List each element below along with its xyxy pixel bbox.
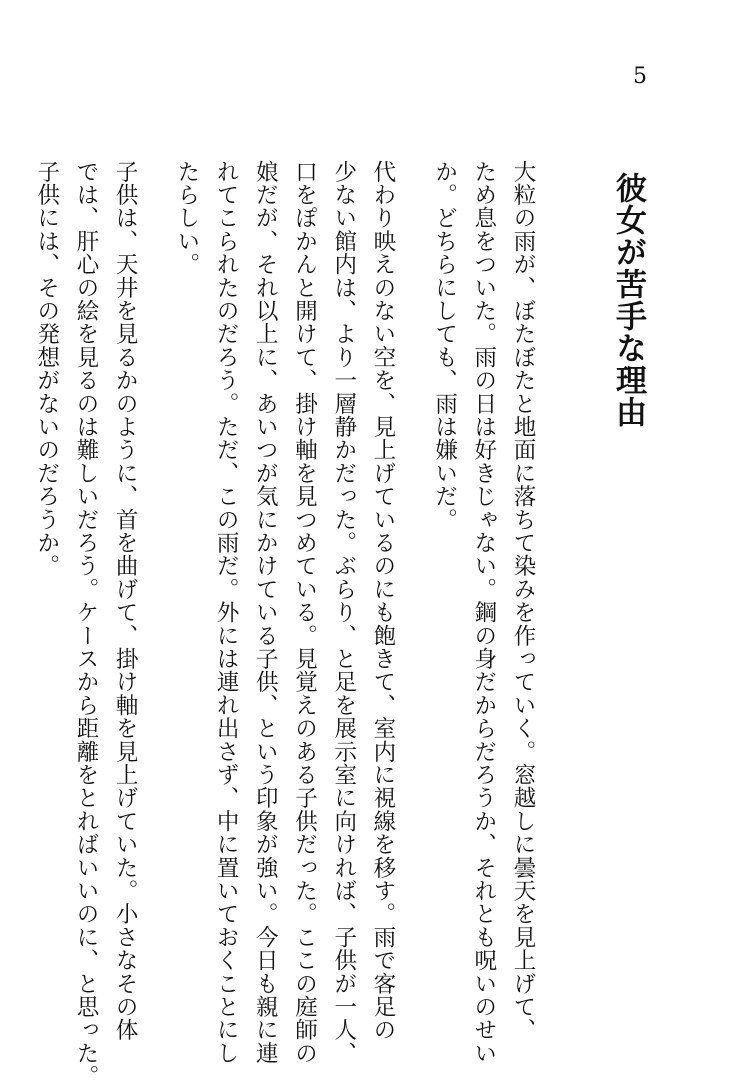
text-line: れてこられたのだろう。ただ、この雨だ。外には連れ出さず、中に置いておくことにし (213, 160, 240, 1065)
text-line: 大粒の雨が、ぼたぼたと地面に落ちて染みを作っていく。窓越しに曇天を見上げて、 (510, 160, 536, 1042)
text-line: 口をぽかんと開けて、掛け軸を見つめている。見覚えのある子供だった。ここの庭師の (291, 160, 318, 1065)
text-line: 少ない館内は、より一層静かだった。ぶらり、と足を展示室に向ければ、子供が一人、 (330, 160, 357, 1065)
text-line: ため息をついた。雨の日は好きじゃない。鋼の身だからだろうか、それとも呪いのせい (470, 160, 497, 1065)
page-number: 5 (633, 64, 647, 89)
text-line: 子供は、天井を見るかのように、首を曲げて、掛け軸を見上げていた。小さなその体 (112, 160, 139, 1042)
text-line: 娘だが、それ以上に、あいつが気にかけている子供、という印象が強い。今日も親に連 (252, 160, 279, 1065)
text-line: 子供には、その発想がないのだろうか。 (33, 160, 60, 578)
body-text (33, 160, 542, 1088)
text-line: たらしい。 (173, 160, 200, 276)
text-line: 代わり映えのない空を、見上げているのにも飽きて、室内に視線を移す。雨で客足の (369, 160, 396, 1042)
chapter-title: 彼女が苦手な理由 (610, 172, 646, 428)
text-line: では、肝心の絵を見るのは難しいだろう。ケースから距離をとればいいのに、と思った。 (72, 160, 99, 1088)
text-line: か。どちらにしても、雨は嫌いだ。 (431, 160, 458, 532)
